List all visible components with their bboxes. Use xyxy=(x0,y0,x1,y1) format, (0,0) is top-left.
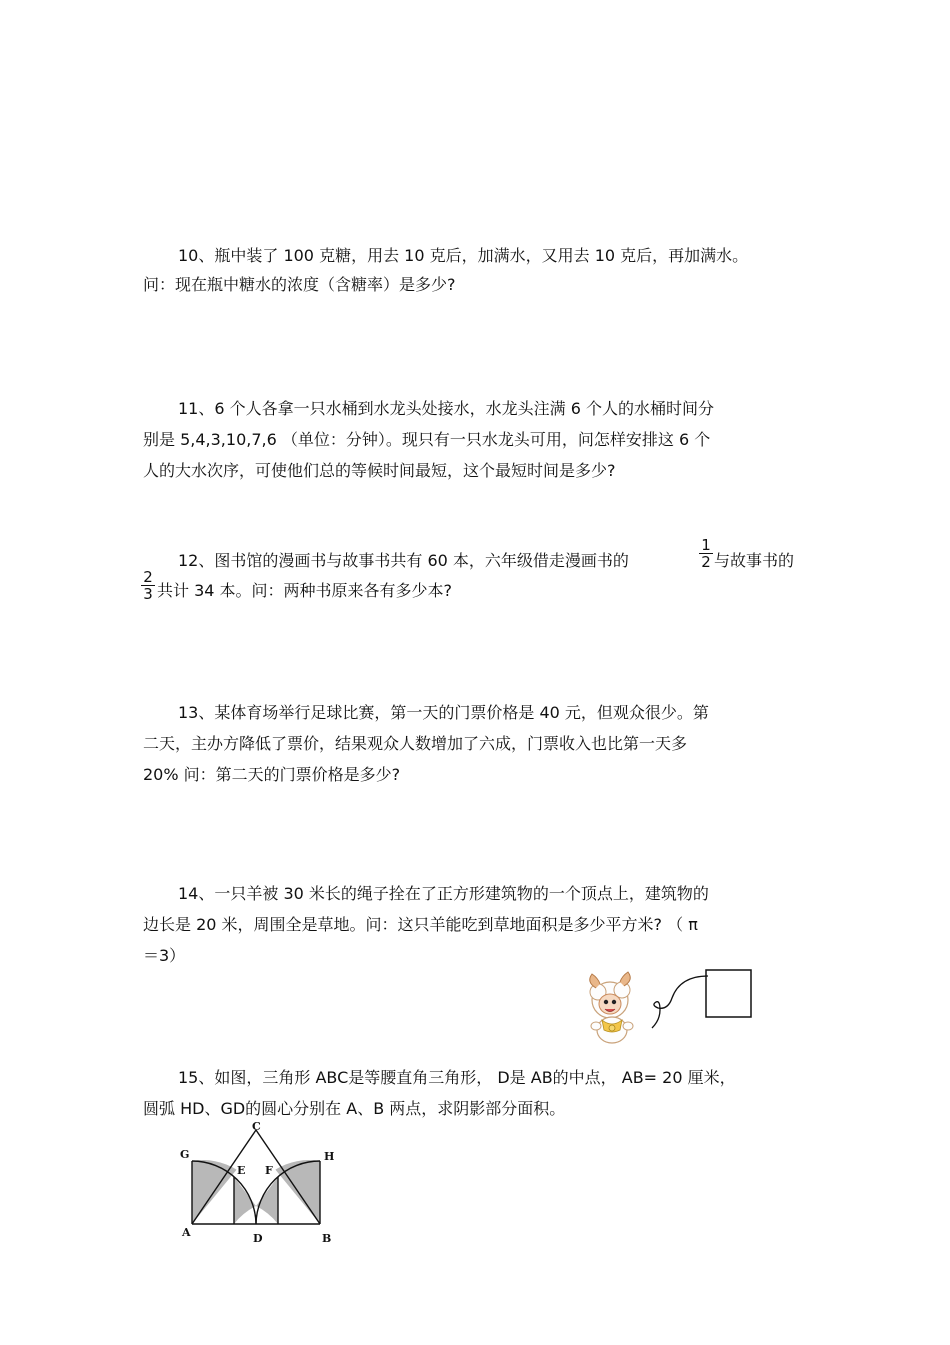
q10-line-1: 10、瓶中装了 100 克糖，用去 10 克后，加满水，又用去 10 克后，再加满水。 xyxy=(178,246,749,265)
q15-line-2: 圆弧 HD、GD的圆心分别在 A、B 两点，求阴影部分面积。 xyxy=(143,1099,566,1118)
q11-line-2: 别是 5,4,3,10,7,6 （单位：分钟）。现只有一只水龙头可用，问怎样安排这 6 个 xyxy=(143,430,711,449)
fraction-numerator: 2 xyxy=(141,569,155,586)
label-d: D xyxy=(253,1232,263,1245)
q15-line-1: 15、如图，三角形 ABC是等腰直角三角形， D是 AB的中点， AB= 20 厘米， xyxy=(178,1068,736,1087)
fraction-numerator: 1 xyxy=(699,537,713,554)
q11-line-3: 人的大水次序，可使他们总的等候时间最短，这个最短时间是多少? xyxy=(143,461,616,480)
q12-line-2: 共计 34 本。问：两种书原来各有多少本? xyxy=(157,581,453,600)
q12-line-1: 12、图书馆的漫画书与故事书共有 60 本，六年级借走漫画书的 xyxy=(178,551,629,570)
q13-line-3: 20% 问：第二天的门票价格是多少? xyxy=(143,765,401,784)
q10-line-2: 问：现在瓶中糖水的浓度（含糖率）是多少? xyxy=(143,275,456,294)
shaded-region-center-right xyxy=(256,1177,278,1224)
shaded-region-center-left xyxy=(234,1177,256,1224)
label-f: F xyxy=(265,1164,273,1177)
q12-line-1-tail: 与故事书的 xyxy=(714,551,795,570)
q13-line-1: 13、某体育场举行足球比赛，第一天的门票价格是 40 元，但观众很少。第 xyxy=(178,703,709,722)
label-g: G xyxy=(180,1148,190,1161)
geometry-figure xyxy=(176,1118,340,1248)
square-building xyxy=(706,970,751,1017)
label-e: E xyxy=(237,1164,246,1177)
sheep-illustration xyxy=(578,962,758,1062)
q14-line-3: ＝3） xyxy=(143,946,186,965)
label-c: C xyxy=(252,1120,261,1133)
q12-fraction-two-thirds xyxy=(141,569,155,602)
fraction-denominator: 2 xyxy=(701,553,711,571)
q13-line-2: 二天，主办方降低了票价，结果观众人数增加了六成，门票收入也比第一天多 xyxy=(143,734,688,753)
q12-fraction-half xyxy=(699,537,713,570)
label-b: B xyxy=(322,1232,332,1245)
fraction-denominator: 3 xyxy=(143,585,153,603)
q11-line-1: 11、6 个人各拿一只水桶到水龙头处接水，水龙头注满 6 个人的水桶时间分 xyxy=(178,399,714,418)
sheep-icon xyxy=(590,972,633,1043)
q14-line-2: 边长是 20 米，周围全是草地。问：这只羊能吃到草地面积是多少平方米? （ π xyxy=(143,915,698,934)
q14-line-1: 14、一只羊被 30 米长的绳子拴在了正方形建筑物的一个顶点上，建筑物的 xyxy=(178,884,709,903)
rope-line xyxy=(652,976,708,1028)
label-h: H xyxy=(324,1150,335,1163)
label-a: A xyxy=(182,1226,191,1239)
